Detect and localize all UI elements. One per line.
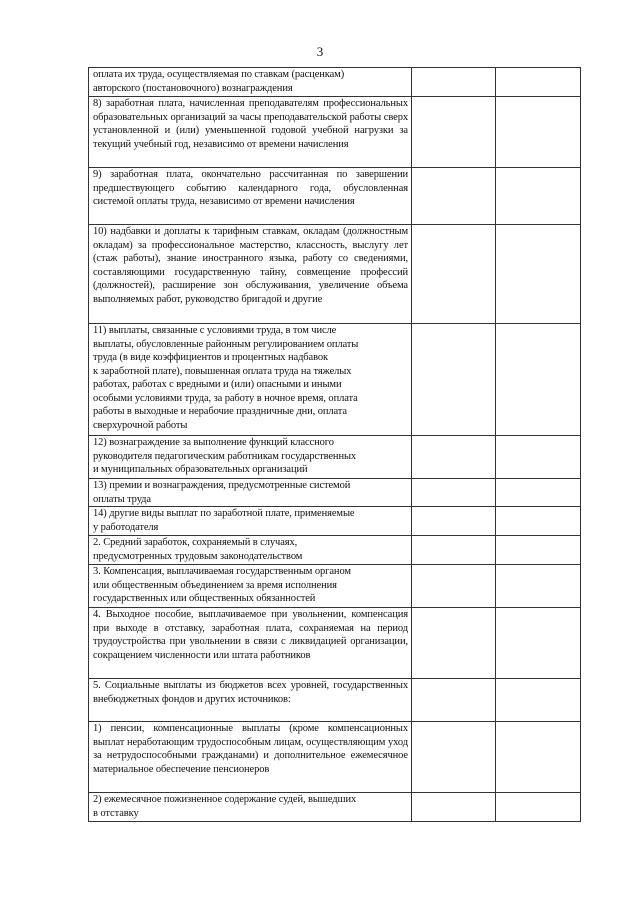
row-description: 11) выплаты, связанные с условиями труда, в том числе выплаты, обусловленные районным регулированием оплаты труда (в виде коэффициентов и процентных надбавок к заработной плате), повышенная оплата труда на тяжелых работах, работах с вредными и (или) опасными и иными особыми условиями труда, за работу в ночное время, оплата работы в выходные и нерабочие праздничные дни, оплата сверхурочной работы bbox=[89, 324, 412, 436]
row-value-cell bbox=[496, 97, 581, 168]
row-description: 9) заработная плата, окончательно рассчитанная по завершении предшествующего событию календарного года, обусловленная системой оплаты труда, независимо от времени начисления bbox=[89, 168, 412, 225]
row-value-cell bbox=[496, 793, 581, 822]
row-description: оплата их труда, осуществляемая по ставкам (расценкам) авторского (постановочного) вознаграждения bbox=[89, 68, 412, 97]
row-description: 10) надбавки и доплаты к тарифным ставкам, окладам (должностным окладам) за профессиональное мастерство, классность, выслугу лет (стаж работы), знание иностранного языка, работу со сведениями, составляющими государственную тайну, совмещение профессий (должностей), расширение зон обслуживания, увеличение объема выполняемых работ, руководство бригадой и другие bbox=[89, 225, 412, 324]
row-value-cell bbox=[412, 479, 496, 507]
row-value-cell bbox=[496, 479, 581, 507]
row-value-cell bbox=[412, 679, 496, 722]
table-row bbox=[89, 722, 581, 793]
table-row bbox=[89, 97, 581, 168]
row-description: 14) другие виды выплат по заработной плате, применяемые у работодателя bbox=[89, 507, 412, 536]
row-value-cell bbox=[496, 679, 581, 722]
table-row bbox=[89, 536, 581, 565]
table-row bbox=[89, 608, 581, 679]
table-row bbox=[89, 479, 581, 507]
row-value-cell bbox=[496, 168, 581, 225]
row-value-cell bbox=[412, 722, 496, 793]
table-row bbox=[89, 793, 581, 822]
row-value-cell bbox=[412, 168, 496, 225]
row-value-cell bbox=[496, 536, 581, 565]
row-description: 13) премии и вознаграждения, предусмотренные системой оплаты труда bbox=[89, 479, 412, 507]
row-description: 3. Компенсация, выплачиваемая государственным органом или общественным объединением за время исполнения государственных или общественных обязанностей bbox=[89, 565, 412, 608]
table-row bbox=[89, 168, 581, 225]
row-description: 2. Средний заработок, сохраняемый в случаях, предусмотренных трудовым законодательством bbox=[89, 536, 412, 565]
income-types-table bbox=[88, 67, 581, 822]
table-row bbox=[89, 324, 581, 436]
row-value-cell bbox=[496, 436, 581, 479]
row-description: 8) заработная плата, начисленная преподавателям профессиональных образовательных организаций за часы преподавательской работы сверх установленной и (или) уменьшенной годовой учебной нагрузки за текущий учебный год, независимо от времени начисления bbox=[89, 97, 412, 168]
row-value-cell bbox=[496, 565, 581, 608]
row-description: 2) ежемесячное пожизненное содержание судей, вышедших в отставку bbox=[89, 793, 412, 822]
row-value-cell bbox=[412, 608, 496, 679]
row-description: 5. Социальные выплаты из бюджетов всех уровней, государственных внебюджетных фондов и других источников: bbox=[89, 679, 412, 722]
table-row bbox=[89, 507, 581, 536]
row-value-cell bbox=[412, 536, 496, 565]
row-value-cell bbox=[496, 608, 581, 679]
row-value-cell bbox=[496, 324, 581, 436]
table-row bbox=[89, 565, 581, 608]
row-value-cell bbox=[496, 507, 581, 536]
row-value-cell bbox=[412, 97, 496, 168]
row-value-cell bbox=[412, 507, 496, 536]
table-row bbox=[89, 68, 581, 97]
row-value-cell bbox=[496, 225, 581, 324]
row-value-cell bbox=[412, 565, 496, 608]
row-value-cell bbox=[496, 722, 581, 793]
row-description: 4. Выходное пособие, выплачиваемое при увольнении, компенсация при выходе в отставку, заработная плата, сохраняемая на период трудоустройства при увольнении в связи с ликвидацией организации, сокращением численности или штата работников bbox=[89, 608, 412, 679]
row-description: 1) пенсии, компенсационные выплаты (кроме компенсационных выплат неработающим трудоспособным лицам, осуществляющим уход за нетрудоспособными гражданами) и дополнительное ежемесячное материальное обеспечение пенсионеров bbox=[89, 722, 412, 793]
row-value-cell bbox=[412, 793, 496, 822]
row-value-cell bbox=[412, 68, 496, 97]
row-value-cell bbox=[412, 436, 496, 479]
table-row bbox=[89, 679, 581, 722]
row-value-cell bbox=[496, 68, 581, 97]
table-row bbox=[89, 436, 581, 479]
row-value-cell bbox=[412, 324, 496, 436]
page-number: 3 bbox=[316, 44, 324, 59]
row-description: 12) вознаграждение за выполнение функций классного руководителя педагогическим работникам государственных и муниципальных образовательных организаций bbox=[89, 436, 412, 479]
table-row bbox=[89, 225, 581, 324]
row-value-cell bbox=[412, 225, 496, 324]
